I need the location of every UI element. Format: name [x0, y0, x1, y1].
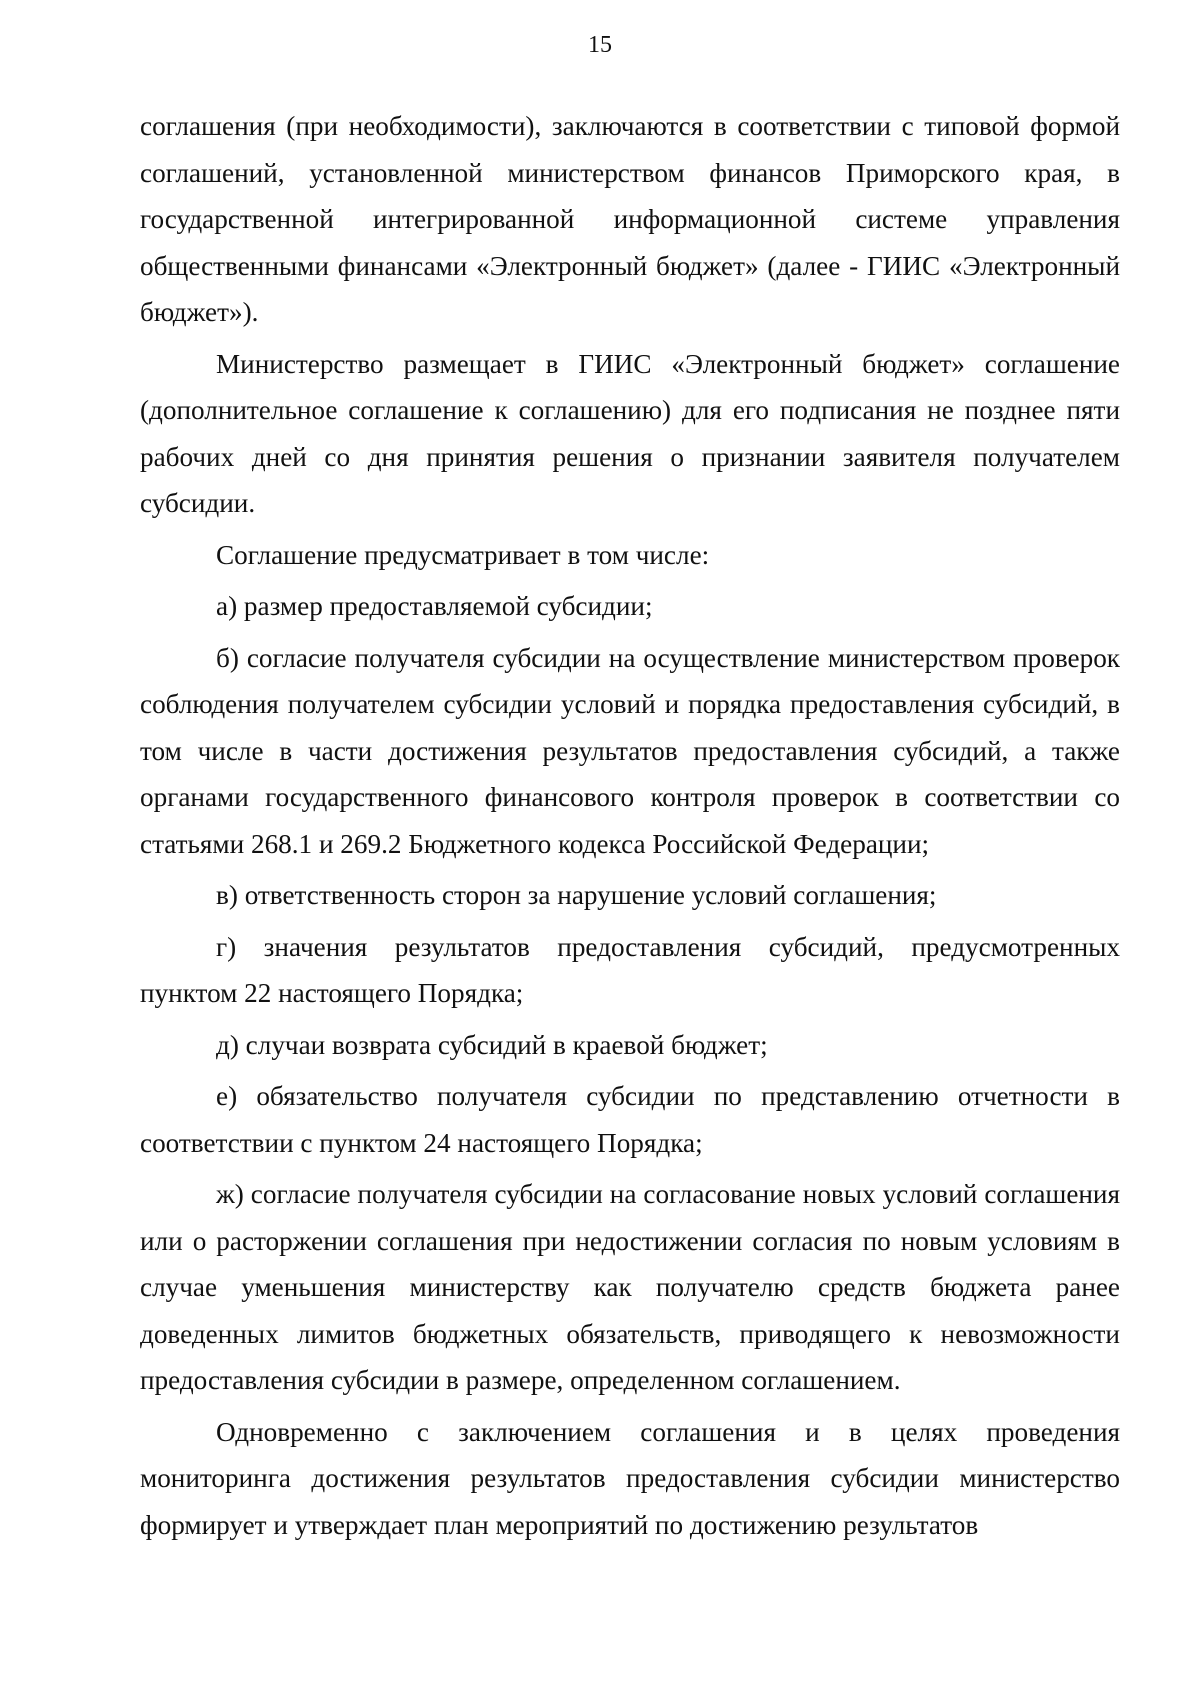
list-item: д) случаи возврата субсидий в краевой бюджет;: [216, 1029, 768, 1060]
list-item: в) ответственность сторон за нарушение условий соглашения;: [216, 880, 937, 910]
list-item: б) согласие получателя субсидии на осуществление министерством проверок соблюдения получателем субсидии условий и порядка предоставления субсидий, в том числе в части достижения результатов предоставления субсидий, а также органами государственного финансового контроля проверок в соответствии со статьями 268.1 и 269.2 Бюджетного кодекса Российской Федерации;: [140, 642, 1120, 859]
list-item: г) значения результатов предоставления субсидий, предусмотренных пунктом 22 настоящего Порядка;: [140, 931, 1120, 1008]
paragraph-continuation: соглашения (при необходимости), заключаются в соответствии с типовой формой соглашений, установленной министерством финансов Приморского края, в государственной интегрированной информационной системе управления общественными финансами «Электронный бюджет» (далее - ГИИС «Электронный бюджет»).: [140, 111, 1120, 327]
list-item: е) обязательство получателя субсидии по представлению отчетности в соответствии с пунктом 24 настоящего Порядка;: [140, 1081, 1120, 1158]
document-body: [140, 103, 1120, 1553]
page-number: 15: [588, 32, 612, 58]
paragraph: Соглашение предусматривает в том числе:: [216, 539, 710, 570]
list-item: ж) согласие получателя субсидии на согласование новых условий соглашения или о расторжении соглашения при недостижении согласия по новым условиям в случае уменьшения министерству как получателю средств бюджета ранее доведенных лимитов бюджетных обязательств, приводящего к невозможности предоставления субсидии в размере, определенном соглашением.: [140, 1179, 1120, 1395]
list-item: а) размер предоставляемой субсидии;: [216, 591, 653, 621]
paragraph: Министерство размещает в ГИИС «Электронный бюджет» соглашение (дополнительное соглашение к соглашению) для его подписания не позднее пяти рабочих дней со дня принятия решения о признании заявителя получателем субсидии.: [140, 348, 1120, 518]
paragraph: Одновременно с заключением соглашения и в целях проведения мониторинга достижения результатов предоставления субсидии министерство формирует и утверждает план мероприятий по достижению результатов: [140, 1416, 1120, 1540]
